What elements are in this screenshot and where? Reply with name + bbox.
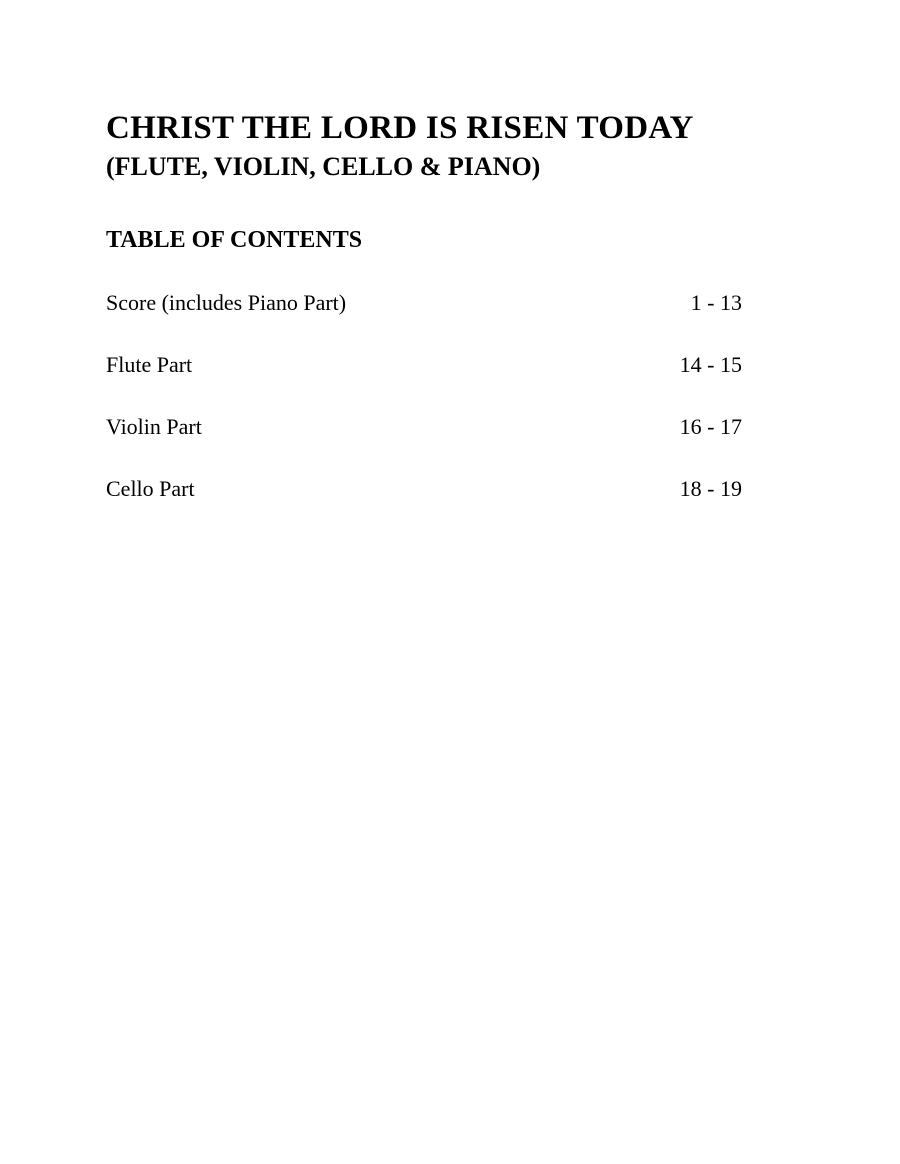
document-subtitle: (FLUTE, VIOLIN, CELLO & PIANO): [106, 152, 541, 181]
toc-entry-label: Violin Part: [106, 414, 202, 439]
toc-entry-violin: [106, 413, 742, 475]
document-title: CHRIST THE LORD IS RISEN TODAY: [106, 110, 694, 146]
toc-entry-pages: 16 - 17: [679, 414, 742, 439]
toc-entry-cello: [106, 475, 742, 537]
toc-list: [106, 289, 742, 537]
toc-entry-label: Flute Part: [106, 352, 193, 377]
toc-entry-pages: 1 - 13: [690, 290, 742, 315]
toc-entry-pages: 14 - 15: [679, 352, 742, 377]
toc-heading: TABLE OF CONTENTS: [106, 227, 363, 253]
toc-entry-score: [106, 289, 742, 351]
toc-entry-label: Cello Part: [106, 476, 195, 501]
toc-entry-label: Score (includes Piano Part): [106, 290, 347, 315]
toc-entry-pages: 18 - 19: [679, 476, 742, 501]
toc-entry-flute: [106, 351, 742, 413]
